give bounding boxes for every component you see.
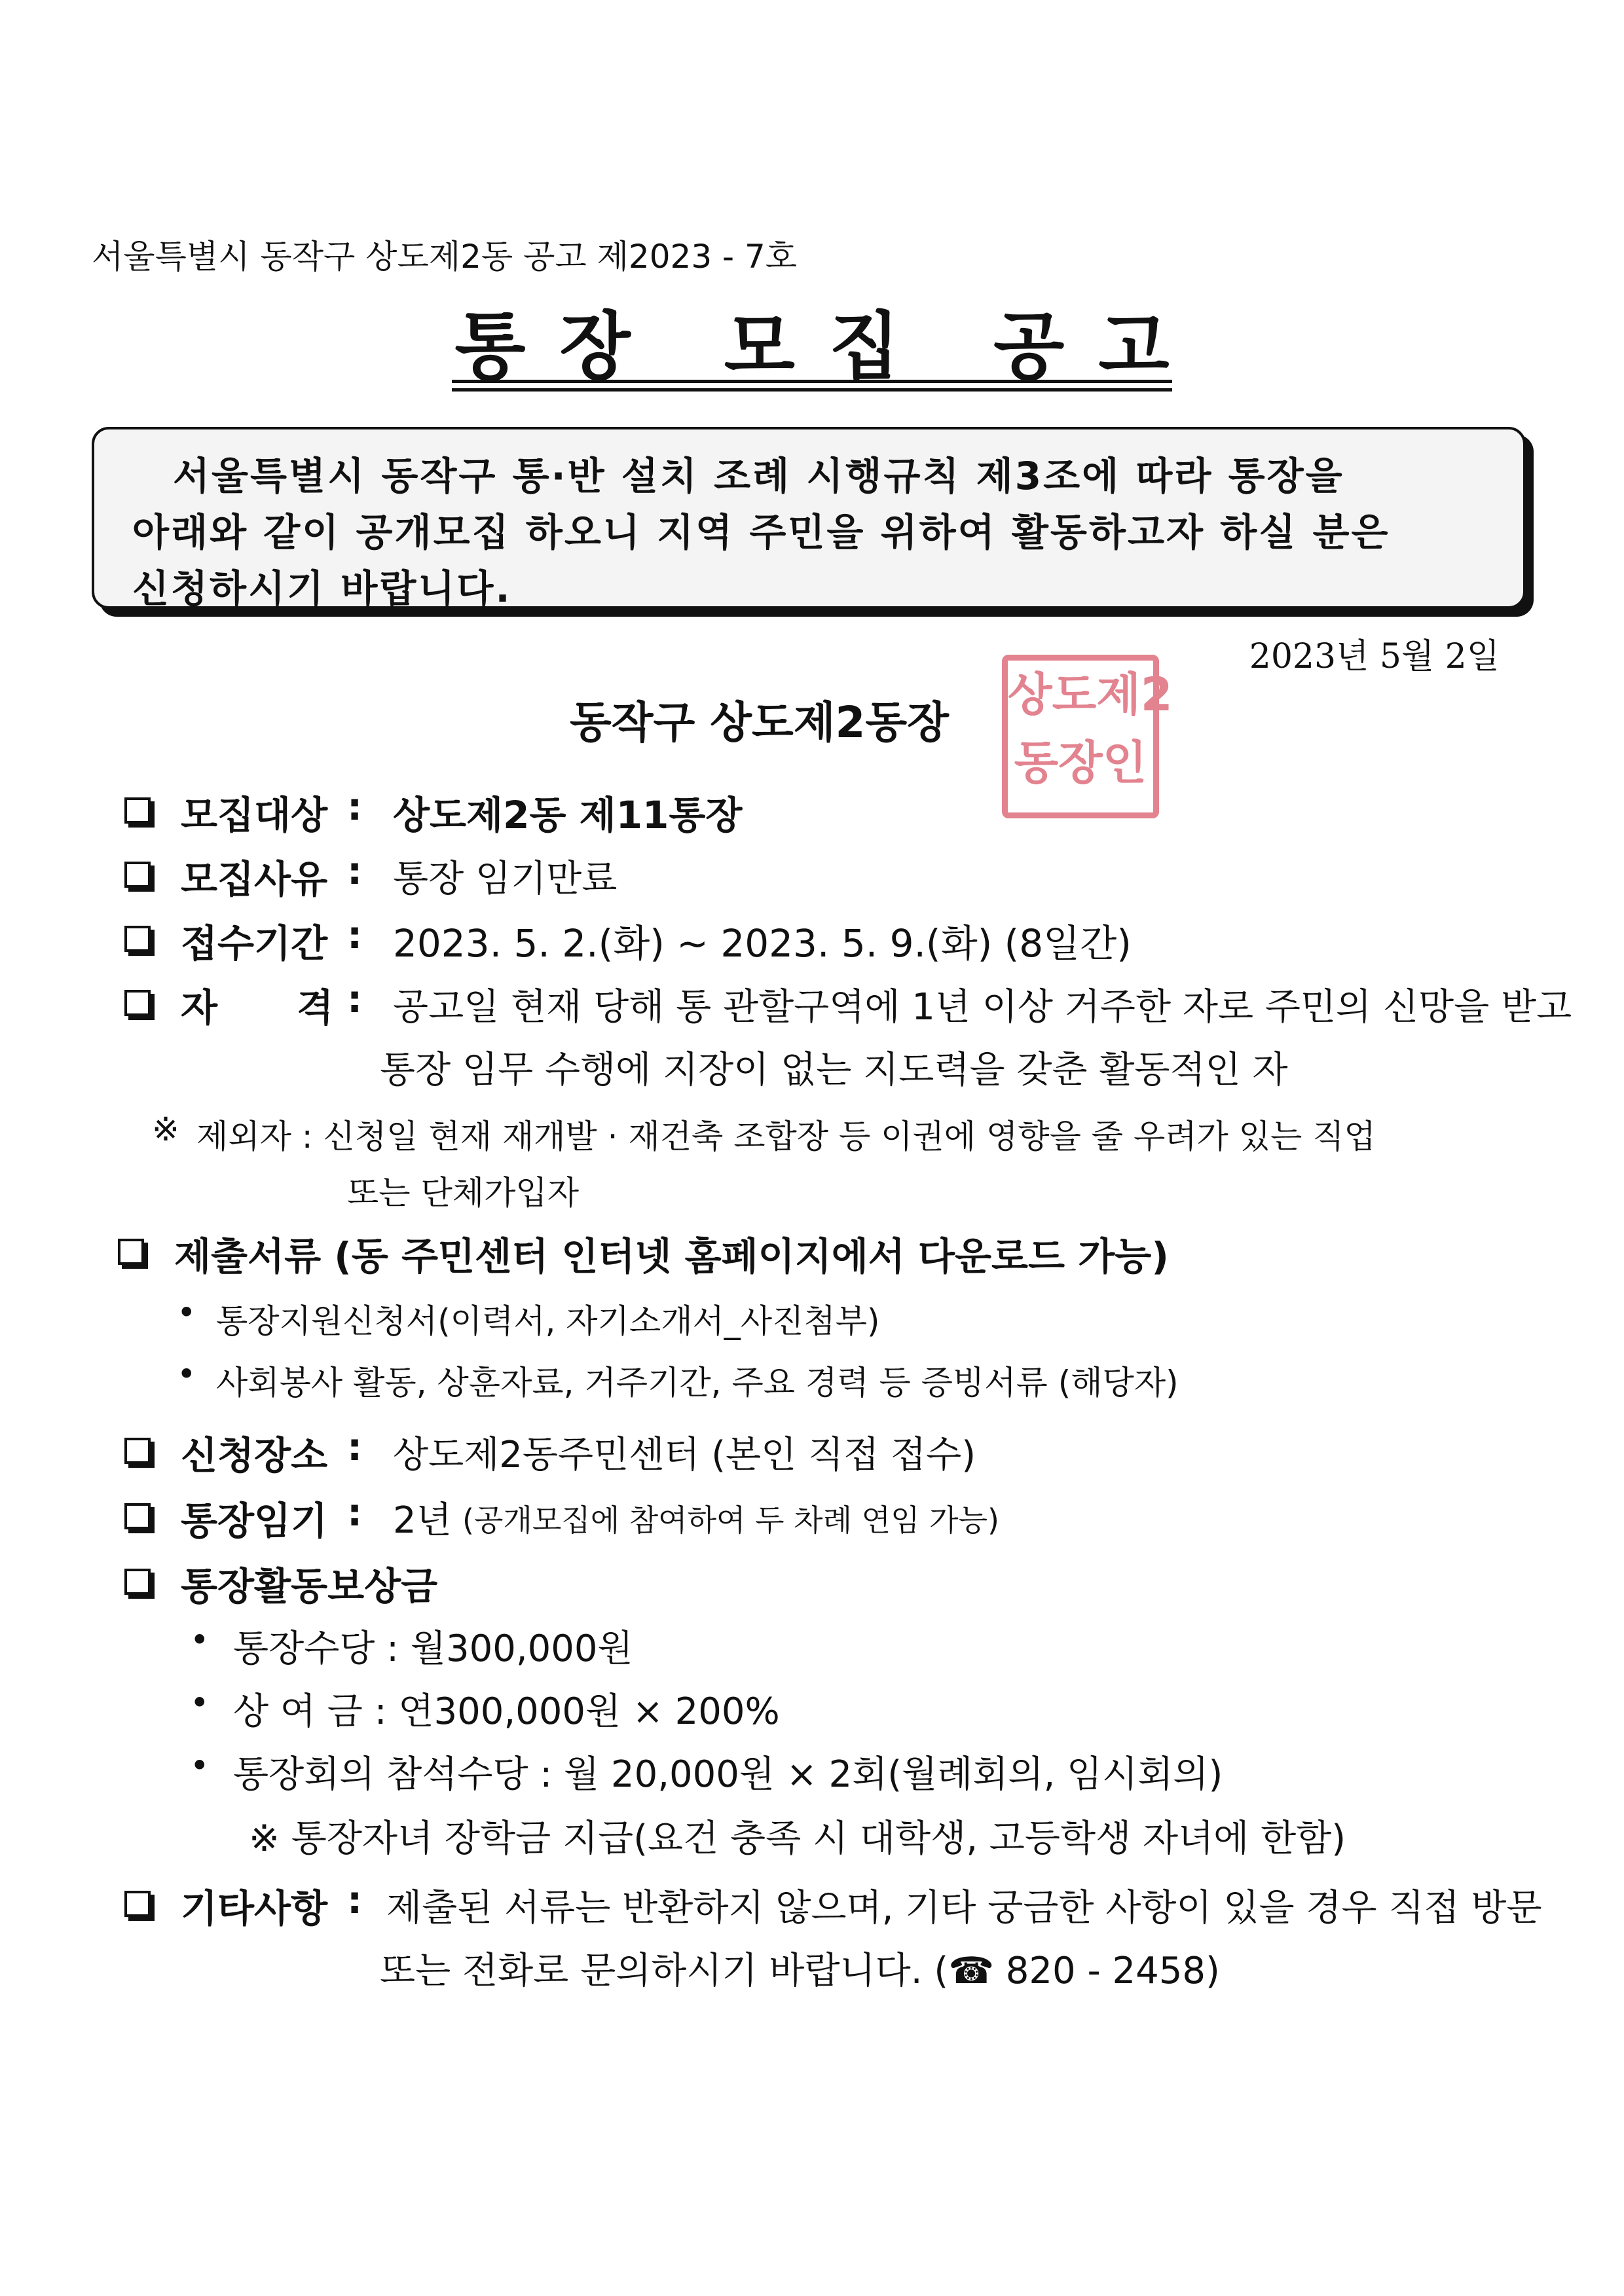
section-label-period: 접수기간 xyxy=(181,921,328,966)
label-colon: : xyxy=(347,913,363,957)
official-seal-stamp xyxy=(1002,655,1173,818)
section-label-term: 통장임기 xyxy=(181,1499,328,1543)
page-title: 통장 모집 공고 xyxy=(454,304,1204,390)
title-underline xyxy=(452,380,1172,392)
notice-date: 2023년 5월 2일 xyxy=(1249,637,1500,676)
label-colon: : xyxy=(347,1878,363,1922)
intro-line: 서울특별시 동작구 통·반 설치 조례 시행규칙 제3조에 따라 통장을 xyxy=(173,454,1344,498)
issuer-name: 동작구 상도제2동장 xyxy=(570,697,949,748)
checkbox-square-icon xyxy=(124,926,151,952)
exclusion-line: 제외자 : 신청일 현재 재개발 · 재건축 조합장 등 이권에 영향을 줄 우려가 있는 직업 xyxy=(196,1118,1376,1156)
section-label-target: 모집대상 xyxy=(181,793,328,837)
label-colon: : xyxy=(347,1425,363,1469)
label-colon: : xyxy=(347,784,363,829)
checkbox-square-icon xyxy=(124,1438,151,1464)
seal-line: 동장인 xyxy=(1014,736,1147,790)
bullet-dot: • xyxy=(177,1294,196,1332)
exclusion-mark: ※ xyxy=(152,1110,179,1148)
checkbox-square-icon xyxy=(124,862,151,888)
bullet-dot: • xyxy=(190,1747,210,1785)
label-colon: : xyxy=(347,848,363,893)
compensation-item: 통장회의 참석수당 : 월 20,000원 × 2회(월례회의, 임시회의) xyxy=(233,1753,1223,1796)
compensation-note: ※ 통장자녀 장학금 지급(요건 충족 시 대학생, 고등학생 자녀에 한함) xyxy=(249,1817,1346,1860)
label-colon: : xyxy=(347,1490,363,1535)
qualification-line: 공고일 현재 당해 통 관할구역에 1년 이상 거주한 자로 주민의 신망을 받고 xyxy=(393,986,1572,1029)
notice-number: 서울특별시 동작구 상도제2동 공고 제2023 - 7호 xyxy=(92,238,798,276)
compensation-item: 상 여 금 : 연300,000원 × 200% xyxy=(233,1690,780,1733)
bullet-dot: • xyxy=(190,1684,210,1722)
label-colon: : xyxy=(347,977,363,1021)
other-line: 또는 전화로 문의하시기 바랍니다. (☎ 820 - 2458) xyxy=(380,1950,1220,1992)
exclusion-line: 또는 단체가입자 xyxy=(347,1174,579,1212)
checkbox-square-icon xyxy=(124,990,151,1016)
checkbox-square-icon xyxy=(124,1891,151,1917)
other-line: 제출된 서류는 반환하지 않으며, 기타 궁금한 사항이 있을 경우 직접 방문 xyxy=(386,1887,1542,1929)
intro-box xyxy=(92,427,1526,609)
checkbox-square-icon xyxy=(124,1569,151,1595)
document-item: 통장지원신청서(이력서, 자기소개서_사진첨부) xyxy=(216,1302,880,1340)
section-value-target: 상도제2동 제11통장 xyxy=(393,793,743,837)
checkbox-square-icon xyxy=(124,797,151,824)
checkbox-square-icon xyxy=(118,1239,144,1265)
checkbox-square-icon xyxy=(124,1503,151,1529)
section-label-other: 기타사항 xyxy=(181,1886,328,1931)
bullet-dot: • xyxy=(190,1621,210,1659)
section-value-place: 상도제2동주민센터 (본인 직접 접수) xyxy=(393,1434,976,1476)
section-label-qualification: 자 격 xyxy=(181,985,334,1030)
seal-line: 상도제2 xyxy=(1008,668,1173,721)
section-label-reason: 모집사유 xyxy=(181,857,328,902)
section-label-compensation: 통장활동보상금 xyxy=(181,1564,438,1609)
section-value-term: 2년 xyxy=(393,1499,452,1542)
document-item: 사회봉사 활동, 상훈자료, 거주기간, 주요 경력 등 증빙서류 (해당자) xyxy=(216,1364,1179,1402)
section-note-term: (공개모집에 참여하여 두 차례 연임 가능) xyxy=(462,1503,999,1538)
qualification-line: 통장 임무 수행에 지장이 없는 지도력을 갖춘 활동적인 자 xyxy=(380,1049,1288,1091)
section-label-place: 신청장소 xyxy=(181,1433,328,1478)
bullet-dot: • xyxy=(177,1355,196,1393)
section-value-period: 2023. 5. 2.(화) ~ 2023. 5. 9.(화) (8일간) xyxy=(393,921,1132,966)
intro-line: 아래와 같이 공개모집 하오니 지역 주민을 위하여 활동하고자 하실 분은 xyxy=(132,510,1390,555)
section-value-reason: 통장 임기만료 xyxy=(393,858,618,900)
compensation-item: 통장수당 : 월300,000원 xyxy=(233,1628,633,1670)
section-label-documents: 제출서류 (동 주민센터 인터넷 홈페이지에서 다운로드 가능) xyxy=(174,1234,1169,1279)
intro-line: 신청하시기 바랍니다. xyxy=(132,566,512,611)
